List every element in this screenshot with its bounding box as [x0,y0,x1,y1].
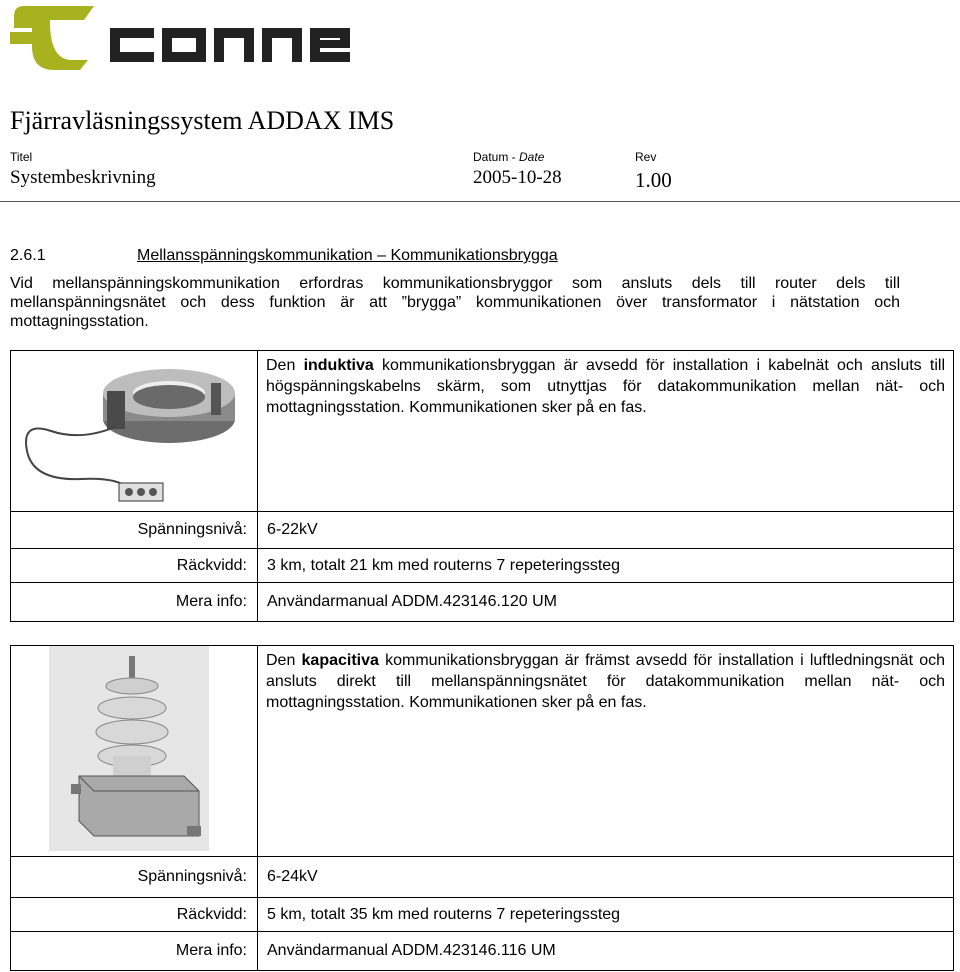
capacitive-description: Den kapacitiva kommunikationsbryggan är främst avsedd för installation i luftledningsnät och ansluts direkt till mellanspänningsnätet för datakommunikation mellan nät- och mottagningsstation. Kommunikationen sker på en fas. [258,646,954,857]
date-label: Datum - Date [473,150,545,164]
spec-label: Mera info: [11,932,258,971]
header-divider [0,201,960,202]
inductive-coupler-icon [11,351,241,506]
spec-value: 6-24kV [258,857,954,898]
rev-value: 1.00 [635,168,672,192]
inductive-bridge-image [11,351,258,512]
title-label: Titel [10,150,33,164]
spec-value: Användarmanual ADDM.423146.120 UM [258,583,954,622]
connect-logo [10,2,350,72]
document-title: Fjärravläsningssystem ADDAX IMS [10,106,395,135]
device-table-inductive [10,350,954,622]
inductive-description: Den induktiva kommunikationsbryggan är avsedd för installation i kabelnät och ansluts till högspänningskabelns skärm, som utnyttjas för datakommunikation mellan nät- och mottagningsstation. Kommunikationen sker på en fas. [258,351,954,512]
spec-label: Spänningsnivå: [11,512,258,549]
intro-paragraph [10,274,900,331]
spec-value: 6-22kV [258,512,954,549]
spec-label: Spänningsnivå: [11,857,258,898]
capacitive-bridge-image [11,646,258,857]
intro-line: Vid mellanspänningskommunikation erfordras kommunikationsbryggor som ansluts dels till router dels till [10,275,900,292]
rev-label: Rev [635,150,657,164]
section-number: 2.6.1 [10,247,46,264]
spec-value: Användarmanual ADDM.423146.116 UM [258,932,954,971]
logo-wordmark [110,28,350,62]
device-table-capacitive [10,645,954,971]
spec-label: Räckvidd: [11,549,258,583]
spec-label: Räckvidd: [11,898,258,932]
logo-mark-icon [10,6,94,70]
section-title: Mellansspänningskommunikation – Kommunikationsbrygga [137,247,558,264]
capacitive-insulator-icon [49,646,249,851]
date-value: 2005-10-28 [473,167,562,188]
title-value: Systembeskrivning [10,167,156,188]
intro-line: mottagningsstation. [10,313,149,330]
spec-label: Mera info: [11,583,258,622]
spec-value: 5 km, totalt 35 km med routerns 7 repeteringssteg [258,898,954,932]
intro-line: mellanspänningsnätet och dess funktion är att ”brygga” kommunikationen över transformator i nätstation och [10,294,900,311]
spec-value: 3 km, totalt 21 km med routerns 7 repeteringssteg [258,549,954,583]
